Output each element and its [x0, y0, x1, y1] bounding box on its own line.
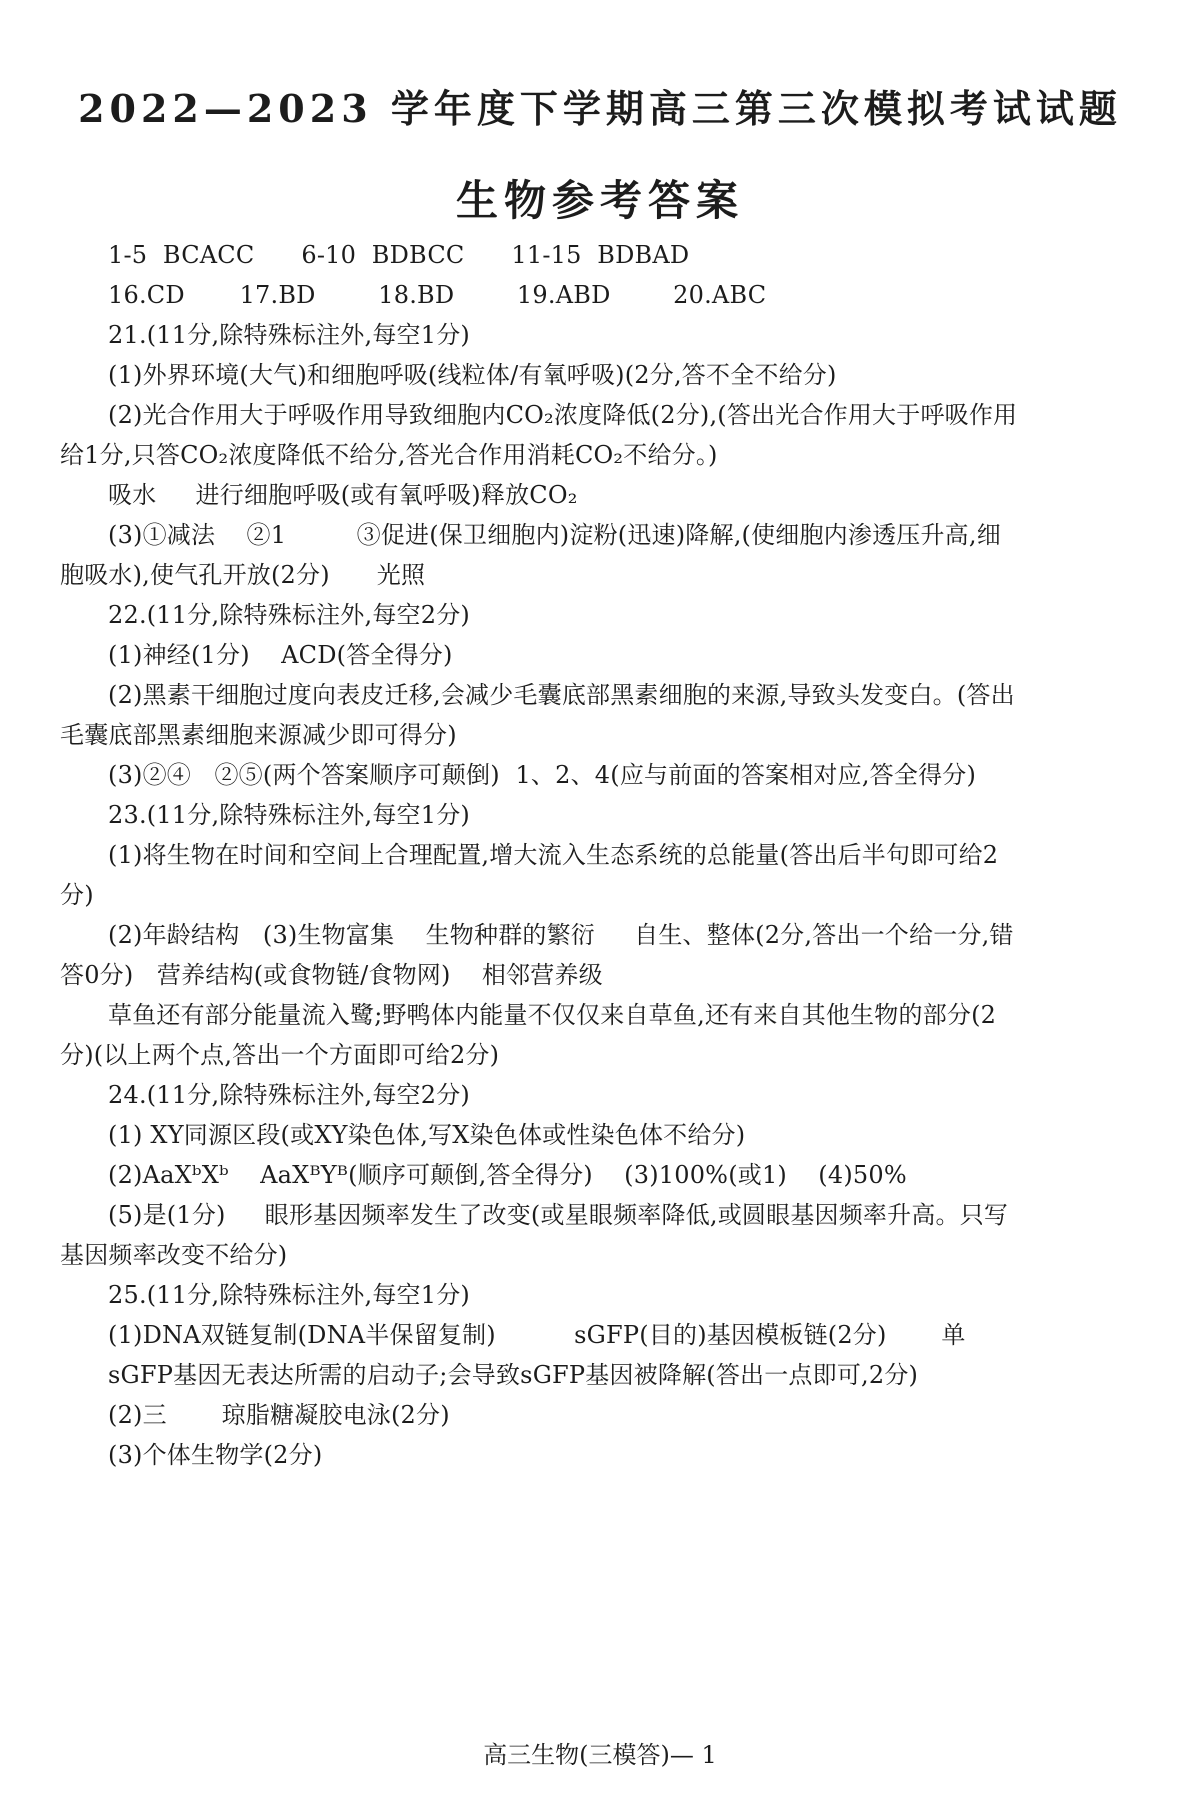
q25-part3: (3)个体生物学(2分): [108, 1441, 323, 1469]
q23-part2-line1: (2)年龄结构 (3)生物富集 生物种群的繁衍 自生、整体(2分,答出一个给一分,错: [108, 921, 1014, 949]
page-title: 2022—2023 学年度下学期高三第三次模拟考试试题: [78, 86, 1122, 131]
q24-part5-line2: 基因频率改变不给分): [60, 1241, 288, 1269]
q24-part2-4: (2)AaXᵇXᵇ AaXᴮYᴮ(顺序可颠倒,答全得分) (3)100%(或1) (4)50%: [108, 1161, 907, 1189]
q24-header: 24.(11分,除特殊标注外,每空2分): [108, 1081, 470, 1109]
q21-part3-line2: 胞吸水),使气孔开放(2分) 光照: [60, 561, 426, 589]
q23-part1-line2: 分): [60, 881, 94, 909]
q23-part2-line3: 草鱼还有部分能量流入鹭;野鸭体内能量不仅仅来自草鱼,还有来自其他生物的部分(2: [108, 1001, 997, 1029]
page-footer: 高三生物(三模答)— 1: [483, 1741, 717, 1769]
q21-part2-line2: 给1分,只答CO₂浓度降低不给分,答光合作用消耗CO₂不给分。): [60, 441, 718, 469]
q21-header: 21.(11分,除特殊标注外,每空1分): [108, 321, 470, 349]
q24-part1: (1) XY同源区段(或XY染色体,写X染色体或性染色体不给分): [108, 1121, 746, 1149]
q22-part1: (1)神经(1分) ACD(答全得分): [108, 641, 453, 669]
q25-part2: (2)三 琼脂糖凝胶电泳(2分): [108, 1401, 450, 1429]
q22-header: 22.(11分,除特殊标注外,每空2分): [108, 601, 470, 629]
q23-part1-line1: (1)将生物在时间和空间上合理配置,增大流入生态系统的总能量(答出后半句即可给2: [108, 841, 999, 869]
q22-part2-line2: 毛囊底部黑素细胞来源减少即可得分): [60, 721, 457, 749]
q23-part2-line2: 答0分) 营养结构(或食物链/食物网) 相邻营养级: [60, 961, 603, 989]
answers-1-15: 1-5 BCACC 6-10 BDBCC 11-15 BDBAD: [108, 241, 690, 269]
q21-part1: (1)外界环境(大气)和细胞呼吸(线粒体/有氧呼吸)(2分,答不全不给分): [108, 361, 837, 389]
q24-part5-line1: (5)是(1分) 眼形基因频率发生了改变(或星眼频率降低,或圆眼基因频率升高。只写: [108, 1201, 1009, 1229]
q22-part3: (3)②④ ②⑤(两个答案顺序可颠倒) 1、2、4(应与前面的答案相对应,答全得分): [108, 761, 977, 789]
page-subtitle: 生物参考答案: [455, 176, 744, 225]
q21-part3-line1: (3)①减法 ②1 ③促进(保卫细胞内)淀粉(迅速)降解,(使细胞内渗透压升高,细: [108, 521, 1001, 549]
q25-part1-line1: (1)DNA双链复制(DNA半保留复制) sGFP(目的)基因模板链(2分) 单: [108, 1321, 966, 1349]
q25-part1-line2: sGFP基因无表达所需的启动子;会导致sGFP基因被降解(答出一点即可,2分): [108, 1361, 919, 1389]
q23-header: 23.(11分,除特殊标注外,每空1分): [108, 801, 470, 829]
q22-part2-line1: (2)黑素干细胞过度向表皮迁移,会减少毛囊底部黑素细胞的来源,导致头发变白。(答出: [108, 681, 1015, 709]
q25-header: 25.(11分,除特殊标注外,每空1分): [108, 1281, 470, 1309]
q23-part2-line4: 分)(以上两个点,答出一个方面即可给2分): [60, 1041, 500, 1069]
answers-16-20: 16.CD 17.BD 18.BD 19.ABD 20.ABC: [108, 281, 767, 309]
q21-part2-line1: (2)光合作用大于呼吸作用导致细胞内CO₂浓度降低(2分),(答出光合作用大于呼吸作用: [108, 401, 1018, 429]
q21-part2-line3: 吸水 进行细胞呼吸(或有氧呼吸)释放CO₂: [108, 481, 578, 509]
